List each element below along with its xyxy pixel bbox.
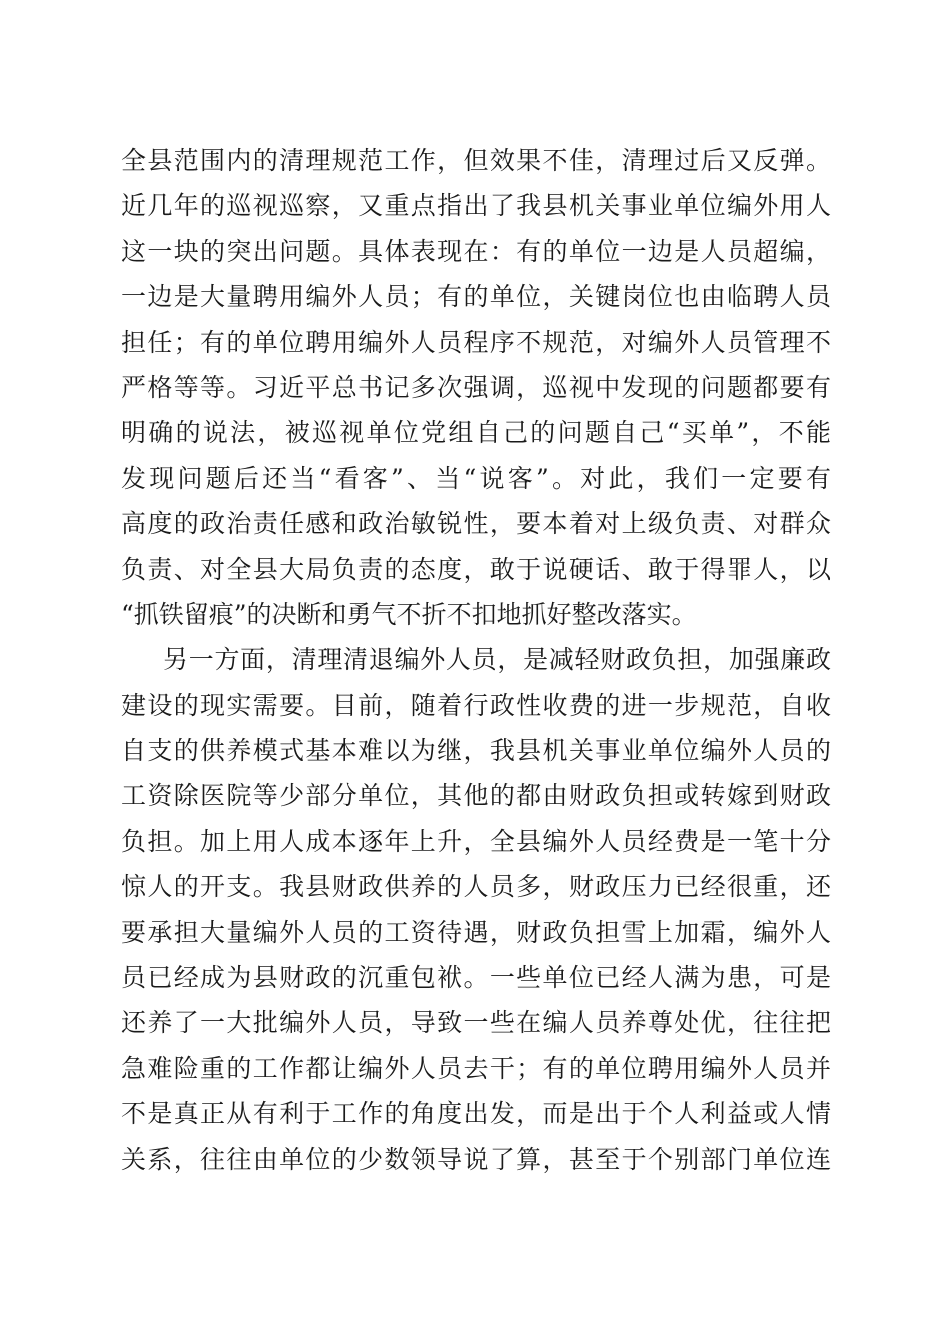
paragraph-2 — [121, 637, 831, 1182]
text-line: “抓铁留痕”的决断和勇气不折不扣地抓好整改落实。 — [121, 599, 697, 629]
text-line: 另一方面，清理清退编外人员，是减轻财政负担，加强廉政 — [163, 645, 831, 675]
text-line: 发现问题后还当“看客”、当“说客”。对此，我们一定要有 — [121, 463, 831, 493]
text-line: 严格等等。习近平总书记多次强调，巡视中发现的问题都要有 — [121, 372, 831, 402]
text-line: 高度的政治责任感和政治敏锐性，要本着对上级负责、对群众 — [121, 509, 831, 539]
text-line: 不是真正从有利于工作的角度出发，而是出于个人利益或人情 — [121, 1099, 831, 1129]
text-line: 明确的说法，被巡视单位党组自己的问题自己“买单”，不能 — [121, 418, 831, 448]
text-line: 近几年的巡视巡察，又重点指出了我县机关事业单位编外用人 — [121, 191, 831, 221]
text-line: 负担。加上用人成本逐年上升，全县编外人员经费是一笔十分 — [121, 826, 831, 856]
text-line: 建设的现实需要。目前，随着行政性收费的进一步规范，自收 — [121, 690, 831, 720]
document-body — [121, 138, 831, 1182]
text-line: 担任；有的单位聘用编外人员程序不规范，对编外人员管理不 — [121, 327, 831, 357]
text-line: 负责、对全县大局负责的态度，敢于说硬话、敢于得罪人，以 — [121, 554, 831, 584]
paragraph-1 — [121, 138, 831, 637]
text-line: 自支的供养模式基本难以为继，我县机关事业单位编外人员的 — [121, 736, 831, 766]
text-line: 急难险重的工作都让编外人员去干；有的单位聘用编外人员并 — [121, 1053, 831, 1083]
text-line: 要承担大量编外人员的工资待遇，财政负担雪上加霜，编外人 — [121, 917, 831, 947]
text-line: 还养了一大批编外人员，导致一些在编人员养尊处优，往往把 — [121, 1008, 831, 1038]
text-line: 一边是大量聘用编外人员；有的单位，关键岗位也由临聘人员 — [121, 282, 831, 312]
text-line: 全县范围内的清理规范工作，但效果不佳，清理过后又反弹。 — [121, 146, 831, 175]
text-line: 这一块的突出问题。具体表现在：有的单位一边是人员超编， — [121, 236, 831, 266]
text-line: 关系，往往由单位的少数领导说了算，甚至于个别部门单位连 — [121, 1144, 831, 1174]
text-line: 惊人的开支。我县财政供养的人员多，财政压力已经很重，还 — [121, 872, 831, 902]
text-line: 员已经成为县财政的沉重包袱。一些单位已经人满为患，可是 — [121, 963, 831, 993]
text-line: 工资除医院等少部分单位，其他的都由财政负担或转嫁到财政 — [121, 781, 831, 811]
